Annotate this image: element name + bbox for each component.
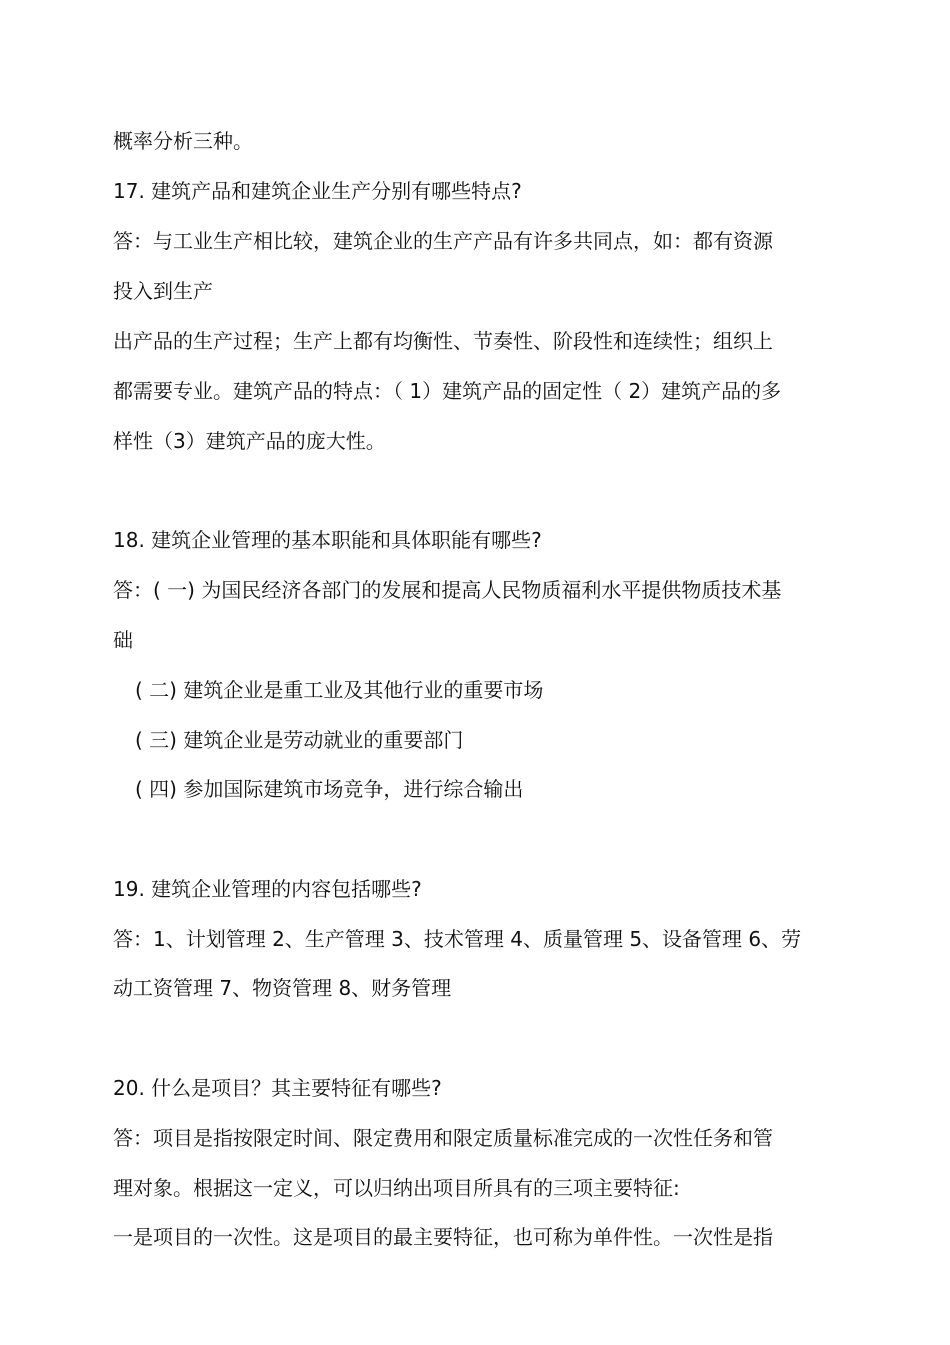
- answer-18-item-4: ( 四) 参加国际建筑市场竞争，进行综合输出: [135, 777, 524, 801]
- question-17: 17. 建筑产品和建筑企业生产分别有哪些特点?: [113, 179, 522, 203]
- answer-17-line-2: 投入到生产: [113, 279, 213, 303]
- answer-17-line-3: 出产品的生产过程；生产上都有均衡性、节奏性、阶段性和连续性；组织上: [113, 329, 773, 353]
- answer-18-item-3: ( 三) 建筑企业是劳动就业的重要部门: [135, 728, 464, 752]
- answer-17-line-4: 都需要专业。建筑产品的特点：（ 1）建筑产品的固定性（ 2）建筑产品的多: [113, 379, 782, 403]
- answer-17-line-1: 答：与工业生产相比较，建筑企业的生产产品有许多共同点，如：都有资源: [113, 229, 773, 253]
- answer-19-line-2: 动工资管理 7、物资管理 8、财务管理: [113, 976, 452, 1000]
- answer-18-line-1: 答：( 一) 为国民经济各部门的发展和提高人民物质福利水平提供物质技术基: [113, 578, 782, 602]
- answer-18-item-2: ( 二) 建筑企业是重工业及其他行业的重要市场: [135, 678, 544, 702]
- answer-17-line-5: 样性（3）建筑产品的庞大性。: [113, 429, 386, 453]
- answer-18-line-2: 础: [113, 628, 133, 652]
- question-18: 18. 建筑企业管理的基本职能和具体职能有哪些?: [113, 528, 542, 552]
- answer-19-line-1: 答：1、计划管理 2、生产管理 3、技术管理 4、质量管理 5、设备管理 6、劳: [113, 927, 802, 951]
- text-line: 概率分析三种。: [113, 129, 253, 153]
- question-19: 19. 建筑企业管理的内容包括哪些?: [113, 877, 422, 901]
- answer-20-line-2: 理对象。根据这一定义，可以归纳出项目所具有的三项主要特征:: [113, 1176, 680, 1200]
- answer-20-line-3: 一是项目的一次性。这是项目的最主要特征，也可称为单件性。一次性是指: [113, 1225, 773, 1249]
- answer-20-line-1: 答：项目是指按限定时间、限定费用和限定质量标准完成的一次性任务和管: [113, 1126, 773, 1150]
- question-20: 20. 什么是项目？其主要特征有哪些?: [113, 1076, 442, 1100]
